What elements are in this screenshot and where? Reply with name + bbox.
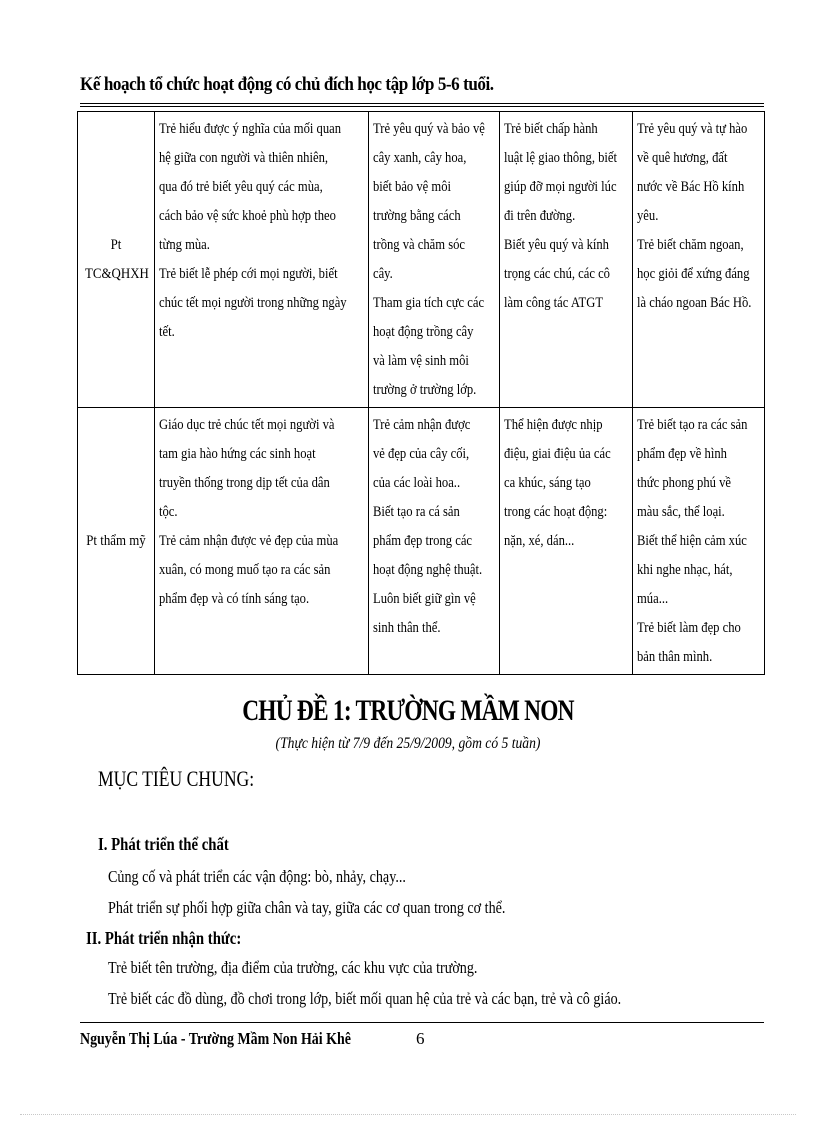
objective-line: Trẻ yêu quý và tự hào: [637, 121, 748, 137]
plan-table-body: [78, 112, 765, 675]
objective-line: khi nghe nhạc, hát,: [637, 562, 733, 578]
section-line: Trẻ biết tên trường, địa điểm của trường, các khu vực của trường.: [108, 958, 478, 977]
objective-line: trong các hoạt động:: [504, 504, 608, 520]
objective-line: Thể hiện được nhịp: [504, 417, 603, 433]
objective-line: xuân, có mong muố tạo ra các sản: [159, 562, 331, 578]
objective-line: hoạt động nghệ thuật.: [373, 562, 483, 578]
objective-line: phẩm đẹp về hình: [637, 446, 727, 462]
area-label-line: Pt: [110, 236, 122, 253]
objective-line: Trẻ biết lễ phép cới mọi người, biết: [159, 266, 338, 282]
section-line: Củng cố và phát triển các vận động: bò, nhảy, chạy...: [108, 867, 406, 886]
development-area-cell: [78, 112, 155, 408]
objective-line: sinh thân thể.: [373, 620, 441, 636]
objective-line: đi trên đường.: [504, 208, 576, 224]
objective-line: và làm vệ sinh môi: [373, 353, 469, 369]
objective-line: cách bảo vệ sức khoẻ phù hợp theo: [159, 208, 336, 224]
objective-line: Trẻ biết chăm ngoan,: [637, 237, 744, 253]
objective-line: thức phong phú về: [637, 475, 731, 491]
objective-line: học giỏi để xứng đáng: [637, 266, 750, 282]
objective-line: hoạt động trồng cây: [373, 324, 474, 340]
objective-cell: [155, 112, 369, 408]
objective-line: cây xanh, cây hoa,: [373, 150, 467, 166]
objective-line: bản thân mình.: [637, 649, 713, 665]
objective-line: cây.: [373, 266, 393, 282]
plan-table: [77, 111, 765, 675]
area-label-line: Pt thẩm mỹ: [86, 532, 146, 549]
objective-line: phẩm đẹp và có tính sáng tạo.: [159, 591, 310, 607]
objective-cell: [633, 408, 765, 675]
development-area-cell: [78, 408, 155, 675]
objective-line: từng mùa.: [159, 237, 210, 253]
objective-line: Biết thể hiện cảm xúc: [637, 533, 747, 549]
objective-line: phẩm đẹp trong các: [373, 533, 473, 549]
header-double-rule: [80, 103, 764, 107]
objective-cell: [369, 408, 500, 675]
objective-line: tộc.: [159, 504, 178, 520]
page-number: 6: [416, 1029, 425, 1048]
objective-line: Biết tạo ra cá sản: [373, 504, 460, 520]
objective-line: Trẻ cảm nhận được vẻ đẹp của mùa: [159, 533, 339, 549]
objective-line: Tham gia tích cực các: [373, 295, 485, 311]
objective-line: Trẻ cảm nhận được: [373, 417, 471, 433]
objective-line: nước về Bác Hồ kính: [637, 179, 745, 195]
objective-cell: [500, 408, 633, 675]
objective-line: trường ở trường lớp.: [373, 382, 477, 398]
objective-line: giúp đỡ mọi người lúc: [504, 179, 617, 195]
objective-line: nặn, xé, dán...: [504, 533, 575, 549]
objective-line: tam gia hào hứng các sinh hoạt: [159, 446, 316, 462]
objective-line: Trẻ biết tạo ra các sản: [637, 417, 748, 433]
objective-cell: [369, 112, 500, 408]
objective-line: điệu, giai điệu ủa các: [504, 446, 611, 462]
objective-line: truyền thống trong dịp tết của dân: [159, 475, 330, 491]
objective-line: luật lệ giao thông, biết: [504, 150, 618, 166]
objective-line: Trẻ biết chấp hành: [504, 121, 598, 137]
page-header-title: Kế hoạch tổ chức hoạt động có chủ đích học tập lớp 5-6 tuổi.: [80, 74, 494, 95]
objective-line: Trẻ biết làm đẹp cho: [637, 620, 741, 636]
objective-line: về quê hương, đất: [637, 150, 728, 166]
objective-line: của các loài hoa..: [373, 475, 461, 491]
footer-rule: [80, 1022, 764, 1023]
objective-line: qua đó trẻ biết yêu quý các mùa,: [159, 179, 323, 195]
objective-cell: [155, 408, 369, 675]
topic-subtitle: (Thực hiện từ 7/9 đến 25/9/2009, gồm có 5 tuần): [275, 735, 541, 752]
objective-line: Biết yêu quý và kính: [504, 237, 609, 253]
objective-line: trồng và chăm sóc: [373, 237, 466, 253]
objective-line: múa...: [637, 591, 669, 607]
section-heading-cognitive: II. Phát triển nhận thức:: [86, 928, 242, 948]
objective-line: trường bằng cách: [373, 208, 461, 224]
objective-line: trọng các chú, các cô: [504, 266, 610, 282]
objective-line: Trẻ yêu quý và bảo vệ: [373, 121, 485, 137]
objective-line: màu sắc, thể loại.: [637, 504, 725, 520]
objective-line: là cháo ngoan Bác Hồ.: [637, 295, 752, 311]
footer-author: Nguyễn Thị Lúa - Trường Mầm Non Hải Khê: [80, 1029, 351, 1048]
objective-line: chúc tết mọi người trong những ngày: [159, 295, 347, 311]
objective-cell: [500, 112, 633, 408]
objective-line: vẻ đẹp của cây cối,: [373, 446, 470, 462]
section-line: Phát triển sự phối hợp giữa chân và tay, giữa các cơ quan trong cơ thể.: [108, 898, 506, 917]
objective-line: Luôn biết giữ gìn vệ: [373, 591, 476, 607]
topic-title: CHỦ ĐỀ 1: TRƯỜNG MẦM NON: [242, 694, 574, 727]
table-row: [78, 112, 765, 408]
objective-cell: [633, 112, 765, 408]
objective-line: Trẻ hiểu được ý nghĩa của mối quan: [159, 121, 342, 137]
objective-line: biết bảo vệ môi: [373, 179, 452, 195]
objective-line: tết.: [159, 324, 175, 340]
section-heading-physical: I. Phát triển thể chất: [98, 834, 229, 854]
section-line: Trẻ biết các đồ dùng, đồ chơi trong lớp, biết mối quan hệ của trẻ và các bạn, trẻ và cô giáo.: [108, 989, 622, 1008]
objective-line: yêu.: [637, 208, 659, 224]
objective-line: hệ giữa con người và thiên nhiên,: [159, 150, 329, 166]
objective-line: làm công tác ATGT: [504, 295, 604, 311]
area-label-line: TC&QHXH: [85, 265, 149, 282]
objective-line: Giáo dục trẻ chúc tết mọi người và: [159, 417, 335, 433]
table-row: [78, 408, 765, 675]
goals-heading: MỤC TIÊU CHUNG:: [98, 766, 255, 791]
bottom-dotted-border: [20, 1114, 796, 1115]
objective-line: ca khúc, sáng tạo: [504, 475, 591, 491]
